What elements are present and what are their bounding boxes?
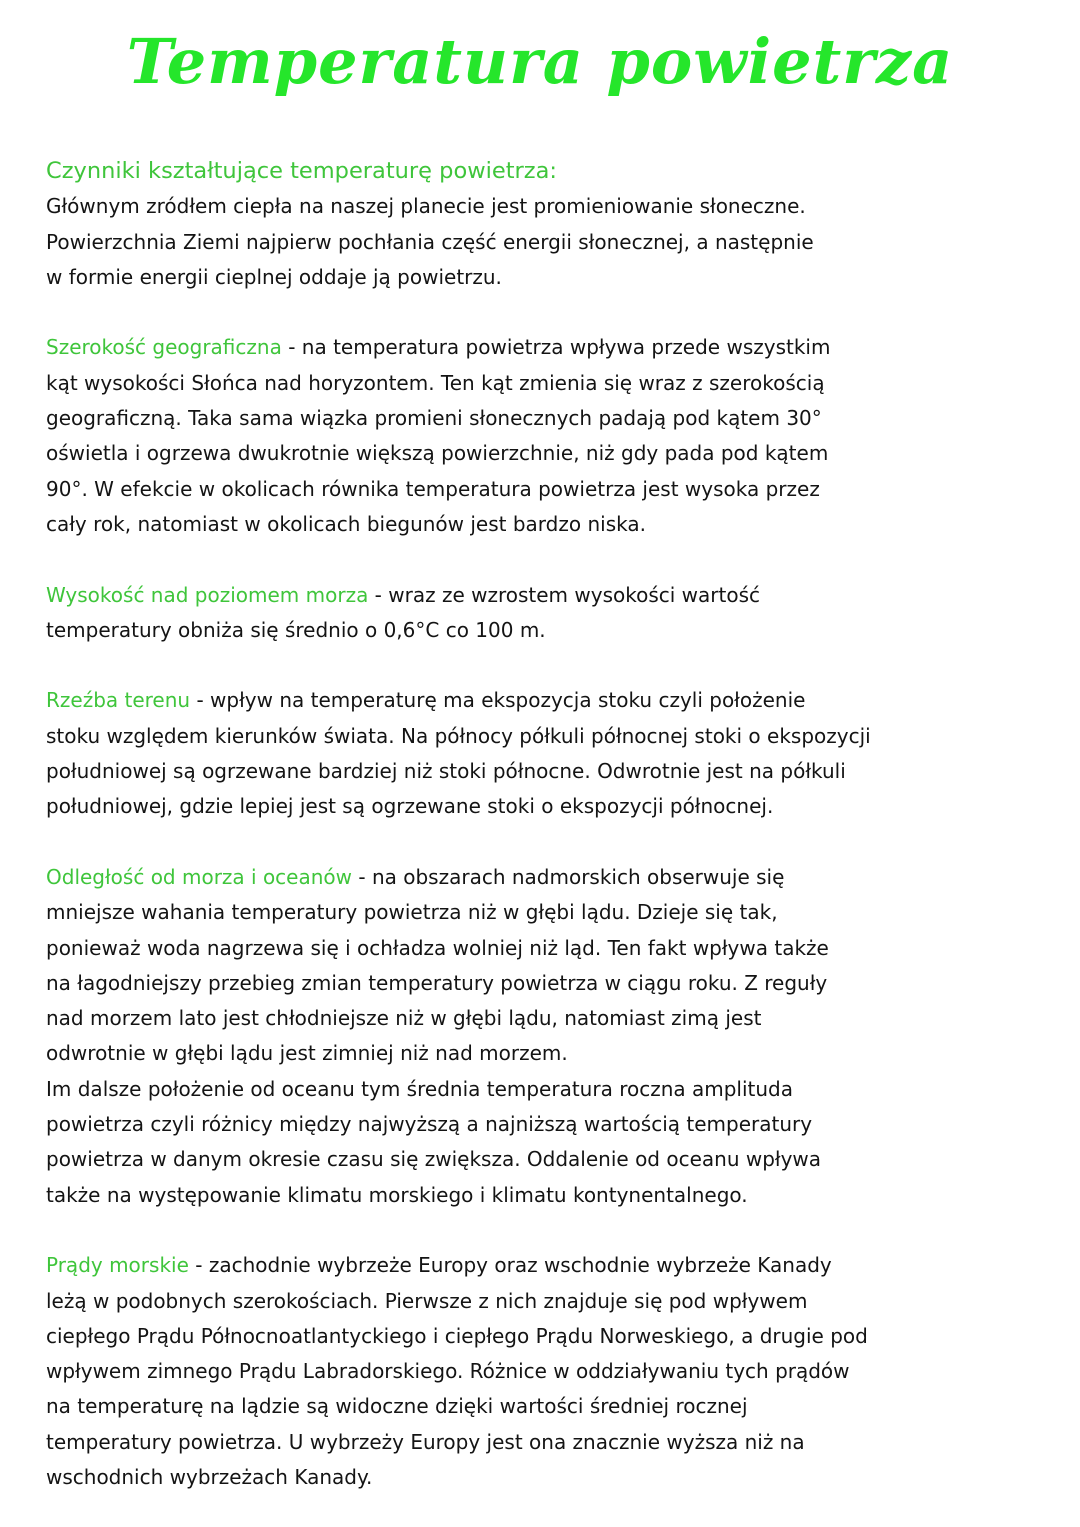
section-latitude bbox=[46, 330, 1046, 542]
section-line: powietrza w danym okresie czasu się zwiększa. Oddalenie od oceanu wpływa bbox=[46, 1147, 822, 1172]
section-line: - zachodnie wybrzeże Europy oraz wschodnie wybrzeże Kanady bbox=[188, 1253, 832, 1278]
document-body bbox=[46, 154, 1046, 1495]
term-label: Prądy morskie bbox=[46, 1253, 189, 1278]
section-line: wschodnich wybrzeżach Kanady. bbox=[46, 1464, 373, 1489]
page-title: Temperatura powietrza bbox=[126, 25, 954, 98]
section-first-line bbox=[46, 330, 1046, 365]
section-line: oświetla i ogrzewa dwukrotnie większą powierzchnie, niż gdy pada pod kątem bbox=[46, 441, 829, 466]
section-line: południowej, gdzie lepiej jest są ogrzewane stoki o ekspozycji północnej. bbox=[46, 794, 774, 819]
intro-line: w formie energii cieplnej oddaje ją powietrzu. bbox=[46, 264, 502, 289]
section-line: temperatury obniża się średnio o 0,6°C co 100 m. bbox=[46, 617, 546, 642]
section-line: południowej są ogrzewane bardziej niż stoki północne. Odwrotnie jest na półkuli bbox=[46, 759, 846, 784]
section-first-line bbox=[46, 683, 1046, 718]
section-line: powietrza czyli różnicy między najwyższą a najniższą wartością temperatury bbox=[46, 1112, 813, 1137]
term-label: Wysokość nad poziomem morza bbox=[46, 582, 369, 607]
section-first-line bbox=[46, 860, 1046, 895]
section-line: cały rok, natomiast w okolicach biegunów jest bardzo niska. bbox=[46, 511, 646, 536]
section-line: Im dalsze położenie od oceanu tym średnia temperatura roczna amplituda bbox=[46, 1076, 794, 1101]
section-line: nad morzem lato jest chłodniejsze niż w głębi lądu, natomiast zimą jest bbox=[46, 1006, 762, 1031]
section-line: geograficzną. Taka sama wiązka promieni słonecznych padają pod kątem 30° bbox=[46, 406, 822, 431]
term-label: Szerokość geograficzna bbox=[46, 335, 282, 360]
section-heading: Czynniki kształtujące temperaturę powietrza: bbox=[46, 158, 557, 184]
section-line: stoku względem kierunków świata. Na północy półkuli północnej stoki o ekspozycji bbox=[46, 723, 871, 748]
section-line: - na temperatura powietrza wpływa przede wszystkim bbox=[281, 335, 831, 360]
section-first-line bbox=[46, 578, 1046, 613]
section-line: także na występowanie klimatu morskiego i klimatu kontynentalnego. bbox=[46, 1182, 748, 1207]
section-line: - wpływ na temperaturę ma ekspozycja stoku czyli położenie bbox=[190, 688, 806, 713]
section-line: 90°. W efekcie w okolicach równika temperatura powietrza jest wysoka przez bbox=[46, 476, 820, 501]
section-line: temperatury powietrza. U wybrzeży Europy jest ona znacznie wyższa niż na bbox=[46, 1429, 805, 1454]
section-line: - na obszarach nadmorskich obserwuje się bbox=[352, 864, 785, 889]
section-line: kąt wysokości Słońca nad horyzontem. Ten kąt zmienia się wraz z szerokością bbox=[46, 370, 825, 395]
section-line: na łagodniejszy przebieg zmian temperatury powietrza w ciągu roku. Z reguły bbox=[46, 970, 828, 995]
intro-paragraph bbox=[46, 189, 1046, 295]
section-line: ciepłego Prądu Północnoatlantyckiego i ciepłego Prądu Norweskiego, a drugie pod bbox=[46, 1323, 868, 1348]
section-line: ponieważ woda nagrzewa się i ochładza wolniej niż ląd. Ten fakt wpływa także bbox=[46, 935, 829, 960]
section-line: mniejsze wahania temperatury powietrza niż w głębi lądu. Dzieje się tak, bbox=[46, 900, 778, 925]
intro-line: Powierzchnia Ziemi najpierw pochłania część energii słonecznej, a następnie bbox=[46, 229, 814, 254]
term-label: Odległość od morza i oceanów bbox=[46, 864, 353, 889]
section-line: na temperaturę na lądzie są widoczne dzięki wartości średniej rocznej bbox=[46, 1394, 748, 1419]
section-line: - wraz ze wzrostem wysokości wartość bbox=[368, 582, 761, 607]
section-distance-from-sea bbox=[46, 860, 1046, 1213]
section-relief bbox=[46, 683, 1046, 824]
section-ocean-currents bbox=[46, 1248, 1046, 1495]
section-line: leżą w podobnych szerokościach. Pierwsze z nich znajduje się pod wpływem bbox=[46, 1288, 808, 1313]
term-label: Rzeźba terenu bbox=[46, 688, 191, 713]
section-first-line bbox=[46, 1248, 1046, 1283]
section-line: wpływem zimnego Prądu Labradorskiego. Różnice w oddziaływaniu tych prądów bbox=[46, 1359, 850, 1384]
section-altitude bbox=[46, 578, 1046, 649]
intro-line: Głównym zródłem ciepła na naszej planecie jest promieniowanie słoneczne. bbox=[46, 194, 806, 219]
section-line: odwrotnie w głębi lądu jest zimniej niż nad morzem. bbox=[46, 1041, 568, 1066]
